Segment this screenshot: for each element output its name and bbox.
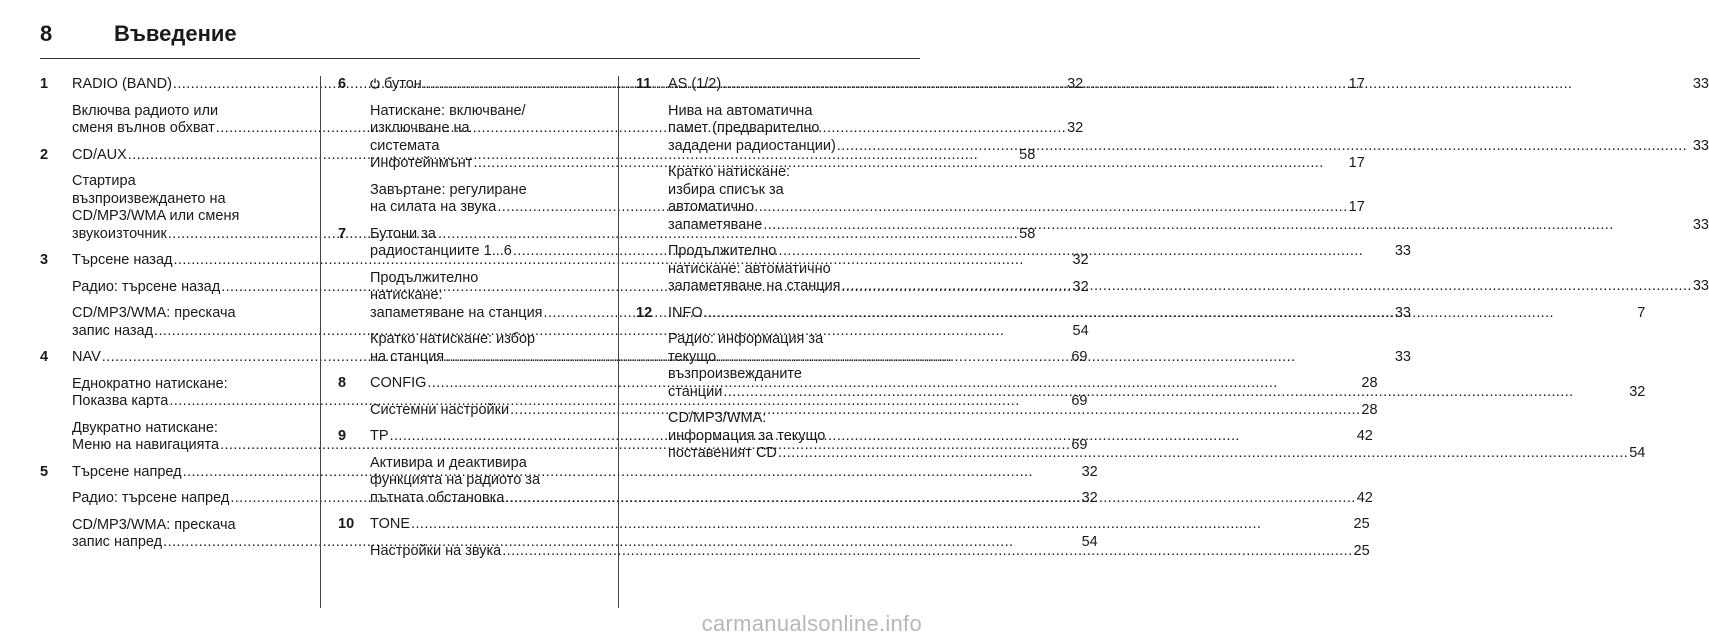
entry-label (72, 393, 168, 411)
column-divider (618, 76, 619, 608)
entry-label (72, 490, 229, 508)
entry-label (370, 375, 426, 393)
dot-leader (836, 138, 1693, 156)
entry-item (668, 164, 1709, 234)
entry-label-text: INFO (668, 304, 703, 321)
page-reference[interactable]: 69 (1071, 393, 1088, 409)
page-reference[interactable]: 32 (1081, 463, 1098, 480)
entry-label-text: Радио: търсене назад (72, 278, 221, 295)
entry-label-text: сменя вълнов обхват (72, 120, 215, 136)
dot-leader (762, 217, 1692, 235)
entry-label (72, 349, 101, 367)
page-reference[interactable]: 33 (1692, 137, 1709, 154)
entry-reference-line[interactable] (668, 138, 1709, 156)
entry-label (668, 76, 721, 94)
entry-label (370, 516, 410, 534)
entry-item (370, 516, 1370, 534)
entry-text-line: изключване на (370, 120, 470, 136)
entry-label (72, 464, 182, 482)
entry-item (668, 410, 1645, 463)
page-reference[interactable]: 25 (1353, 516, 1370, 532)
entry-label-text: TP (370, 428, 389, 444)
dot-leader (777, 445, 1629, 463)
entry-label (370, 76, 422, 94)
entry-label-text: зададени радиостанции) (668, 137, 836, 154)
entry-text-line: натискане: (370, 287, 443, 303)
entry-text-line: Продължително (668, 243, 777, 259)
entry-label-text: запаметяване на станция (668, 278, 841, 294)
entry-number: 6 (338, 76, 347, 92)
page-reference[interactable]: 17 (1348, 155, 1365, 171)
page-reference[interactable]: 58 (1019, 225, 1036, 242)
page-reference[interactable]: 42 (1356, 489, 1373, 506)
entry-label-text: запаметяване (668, 216, 763, 233)
entry-label (668, 217, 762, 235)
entry-label (370, 305, 543, 323)
chapter-title: Въведение (114, 21, 237, 46)
entry-body (668, 76, 1709, 305)
entry-label-text: NAV (72, 349, 101, 365)
entry-text-line: CD/MP3/WMA: прескача (72, 305, 236, 321)
page-reference[interactable]: 32 (1072, 252, 1089, 268)
entry-number: 12 (636, 304, 653, 321)
page-reference[interactable]: 33 (1692, 76, 1709, 92)
entry-text-line: функцията на радиото за (370, 472, 541, 488)
page-reference[interactable]: 69 (1071, 349, 1088, 365)
entry-label-text: бутон (384, 76, 422, 92)
dot-leader (721, 76, 1693, 94)
entry-label (72, 147, 127, 165)
entry-text-line: Еднократно натискане: (72, 375, 228, 392)
dot-leader (410, 516, 1354, 534)
entry-body (370, 516, 1370, 569)
entry-text-line: Активира и деактивира (370, 454, 527, 471)
page-reference[interactable]: 28 (1361, 375, 1378, 391)
entry-label (72, 323, 153, 341)
entry-label (668, 445, 777, 463)
entry-text-line: памет (предварително (668, 120, 820, 136)
entry-label-text: TONE (370, 516, 411, 532)
page-reference[interactable]: 54 (1629, 445, 1646, 461)
page-reference[interactable]: 42 (1356, 428, 1373, 444)
entry-label-text: звукоизточник (72, 225, 167, 242)
entry-text-line: информация за текущо (668, 427, 826, 444)
entry-text-line: CD/MP3/WMA: (668, 410, 767, 426)
entry-number: 9 (338, 428, 347, 444)
entry-number: 3 (40, 252, 49, 268)
page-reference[interactable]: 32 (1072, 278, 1089, 295)
column-divider (320, 76, 321, 608)
entry-text-line: възпроизвеждането на (72, 190, 226, 207)
dot-leader (504, 490, 1356, 508)
entry-label (668, 138, 836, 156)
entry-item (668, 305, 1645, 323)
entry-number: 11 (636, 76, 652, 92)
entry-text-line: Радио: информация за (668, 331, 824, 347)
entry-reference-line[interactable] (370, 543, 1370, 561)
entry-label-text: Търсене назад (72, 252, 173, 268)
entry-reference-line[interactable] (370, 490, 1373, 508)
entry-text-line: Кратко натискане: (668, 164, 791, 180)
page-reference[interactable]: 58 (1019, 146, 1036, 163)
entry-label-text: запаметяване на станция (370, 304, 543, 321)
page-reference[interactable]: 28 (1361, 401, 1378, 418)
dot-leader (722, 384, 1629, 402)
entry-reference-line[interactable] (668, 445, 1645, 463)
entry-label-text: радиостанциите 1...6 (370, 243, 512, 259)
page-reference[interactable]: 54 (1072, 322, 1089, 339)
page-reference[interactable]: 33 (1692, 216, 1709, 233)
entry-label-text: CONFIG (370, 375, 427, 391)
entry-text-line: текущо (668, 348, 717, 365)
entry-text-line: CD/MP3/WMA: прескача (72, 516, 236, 533)
entry-label (72, 226, 167, 244)
entry-label-text: CD/AUX (72, 146, 127, 163)
entry-text-line: Включва радиото или (72, 102, 219, 119)
dot-leader (841, 278, 1693, 296)
entry-label (72, 279, 220, 297)
entry-text-line: избира списък за (668, 181, 784, 198)
entry-number: 2 (40, 146, 49, 163)
page-reference[interactable]: 32 (1067, 120, 1084, 136)
page-reference[interactable]: 25 (1353, 542, 1370, 559)
dot-leader (501, 543, 1353, 561)
entry-item (668, 331, 1645, 401)
power-icon (370, 78, 380, 89)
entry-label-text: Системни настройки (370, 401, 510, 418)
page-reference[interactable]: 17 (1348, 199, 1365, 215)
entry-text-line: Стартира (72, 173, 136, 189)
entry-label (370, 243, 512, 261)
page-number: 8 (40, 21, 53, 46)
entry-number: 8 (338, 375, 347, 391)
page-header (40, 14, 237, 54)
entry-reference-line[interactable] (668, 76, 1709, 94)
page-reference[interactable]: 33 (1394, 348, 1411, 365)
entry-text-line: Завъртане: регулиране (370, 181, 527, 198)
entry-label-text: Настройки на звука (370, 542, 502, 559)
page-reference[interactable]: 32 (1081, 490, 1098, 506)
dot-leader (703, 305, 1638, 323)
entry-label-text: на станция (370, 348, 445, 365)
entry-label (370, 543, 501, 561)
entry-label-text: Показва карта (72, 393, 169, 409)
entry-number: 4 (40, 349, 49, 365)
entry-label (72, 252, 172, 270)
page-reference[interactable]: 32 (1067, 76, 1084, 92)
page-reference[interactable]: 33 (1692, 278, 1709, 294)
page-reference[interactable]: 32 (1629, 383, 1646, 400)
entry-label-text: Меню на навигацията (72, 437, 220, 453)
entry-label-text: Радио: търсене напред (72, 490, 230, 506)
entry-text-line: CD/MP3/WMA или сменя (72, 208, 240, 224)
entry-label (370, 490, 504, 508)
entry-item (370, 543, 1370, 561)
entry-number: 5 (40, 463, 49, 480)
entry-label (72, 437, 219, 455)
page-reference[interactable]: 69 (1071, 437, 1088, 453)
entry-label (668, 278, 841, 296)
entry-label-text: станции (668, 383, 723, 400)
entry-item (668, 76, 1709, 94)
entry-item (668, 103, 1709, 156)
entry-label (668, 305, 703, 323)
entry-label-text: запис напред (72, 534, 163, 550)
entry-label-text: Инфотейнмънт (370, 155, 473, 171)
entry-text-line: Кратко натискане: избор (370, 331, 536, 347)
entry-number: 1 (40, 76, 49, 92)
entry-number: 7 (338, 225, 347, 242)
entry-label-text: поставеният CD (668, 445, 777, 461)
header-divider (40, 58, 920, 59)
page-reference[interactable]: 33 (1394, 243, 1411, 259)
entry-label (72, 76, 172, 94)
entry-reference-line[interactable] (668, 305, 1645, 323)
page-reference[interactable]: 33 (1394, 304, 1411, 321)
page-reference[interactable]: 7 (1637, 304, 1646, 321)
entry-reference-line[interactable] (668, 384, 1645, 402)
entry-label-text: RADIO (BAND) (72, 76, 172, 92)
entry-label (370, 349, 444, 367)
entry-text-line: Двукратно натискане: (72, 419, 218, 436)
entry-label (370, 402, 509, 420)
entry-number: 10 (338, 516, 355, 532)
entry-label (668, 384, 722, 402)
entry-text-line: Натискане: включване/ (370, 102, 526, 119)
entry-reference-line[interactable] (370, 516, 1370, 534)
entry-text-line: системата (370, 137, 440, 154)
watermark-link[interactable]: carmanualsonline.info (701, 611, 922, 636)
entry-label-text: пътната обстановка (370, 489, 505, 506)
entry-label (370, 428, 389, 446)
entry-label (72, 120, 215, 138)
entry-text-line: натискане: автоматично (668, 260, 831, 277)
entry-reference-line[interactable] (668, 217, 1709, 235)
entry-text-line: Нива на автоматична (668, 102, 813, 119)
entry-text-line: Продължително (370, 269, 479, 286)
entry-text-line: възпроизвежданите (668, 366, 802, 382)
entry-text-line: Бутони за (370, 225, 436, 242)
entry-text-line: автоматично (668, 199, 755, 215)
entry-label-text: запис назад (72, 322, 154, 339)
entry-label (72, 534, 162, 552)
entry-label-text: на силата на звука (370, 199, 497, 215)
page-reference[interactable]: 54 (1081, 534, 1098, 550)
page-reference[interactable]: 17 (1348, 76, 1365, 92)
entry-label-text: Търсене напред (72, 463, 182, 480)
entry-body (668, 305, 1645, 472)
entry-item (668, 243, 1709, 296)
entry-label (370, 155, 472, 173)
entry-label-text: AS (1/2) (668, 76, 722, 92)
entry-reference-line[interactable] (668, 278, 1709, 296)
entry-label (370, 199, 496, 217)
